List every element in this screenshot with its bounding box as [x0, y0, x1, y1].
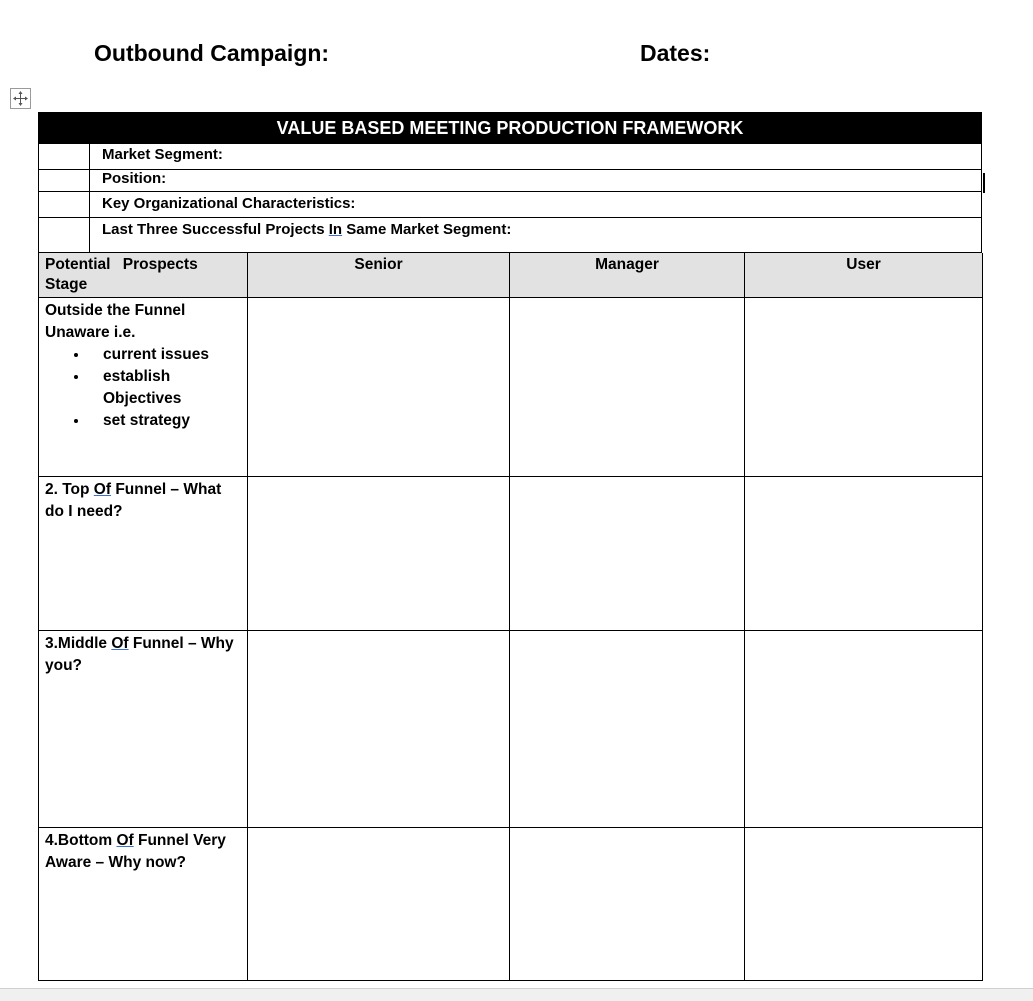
stage-outside-title: Outside the Funnel Unaware i.e.: [45, 302, 186, 341]
col-header-senior: Senior: [248, 253, 510, 298]
info-row-key-org[interactable]: [38, 192, 982, 218]
cell-bottom-user[interactable]: [745, 828, 983, 981]
info-row-position[interactable]: [38, 170, 982, 192]
position-label: Position:: [102, 170, 167, 187]
info-row-market-segment[interactable]: [38, 144, 982, 170]
bullet-item: • set strategy: [89, 410, 241, 432]
cell-outside-senior[interactable]: [248, 298, 510, 477]
cell-bottom-senior[interactable]: [248, 828, 510, 981]
stage-middle-funnel: 3.Middle Of Funnel – Why you?: [39, 631, 248, 828]
cell-outside-manager[interactable]: [510, 298, 745, 477]
table-move-handle[interactable]: [10, 88, 31, 109]
cell-middle-manager[interactable]: [510, 631, 745, 828]
bullet-item: • establish Objectives: [89, 366, 241, 410]
campaign-heading: Outbound Campaign:: [94, 40, 330, 66]
col-header-user: User: [745, 253, 983, 298]
cell-middle-user[interactable]: [745, 631, 983, 828]
col-header-manager: Manager: [510, 253, 745, 298]
col-header-stage: Potential Prospects Stage: [39, 253, 248, 298]
info-row-last-three[interactable]: [38, 218, 982, 253]
bullet-item: • current issues: [89, 344, 241, 366]
move-arrows-icon: [13, 91, 28, 106]
cell-bottom-manager[interactable]: [510, 828, 745, 981]
market-segment-label: Market Segment:: [102, 146, 223, 163]
key-org-label: Key Organizational Characteristics:: [102, 195, 356, 212]
cell-top-manager[interactable]: [510, 477, 745, 631]
stage-top-funnel: 2. Top Of Funnel – What do I need?: [39, 477, 248, 631]
cell-middle-senior[interactable]: [248, 631, 510, 828]
stage-outside-bullets: [45, 344, 241, 432]
stage-bottom-funnel: 4.Bottom Of Funnel Very Aware – Why now?: [39, 828, 248, 981]
last-three-label: Last Three Successful Projects In Same Market Segment:: [102, 221, 512, 238]
window-bottom-edge: [0, 988, 1033, 1001]
framework-grid: [38, 253, 982, 981]
table-title: VALUE BASED MEETING PRODUCTION FRAMEWORK: [38, 112, 982, 144]
cell-top-user[interactable]: [745, 477, 983, 631]
cell-outside-user[interactable]: [745, 298, 983, 477]
row-end-marker: [983, 173, 985, 193]
dates-heading: Dates:: [640, 40, 711, 66]
cell-top-senior[interactable]: [248, 477, 510, 631]
stage-outside-funnel: [39, 298, 248, 477]
